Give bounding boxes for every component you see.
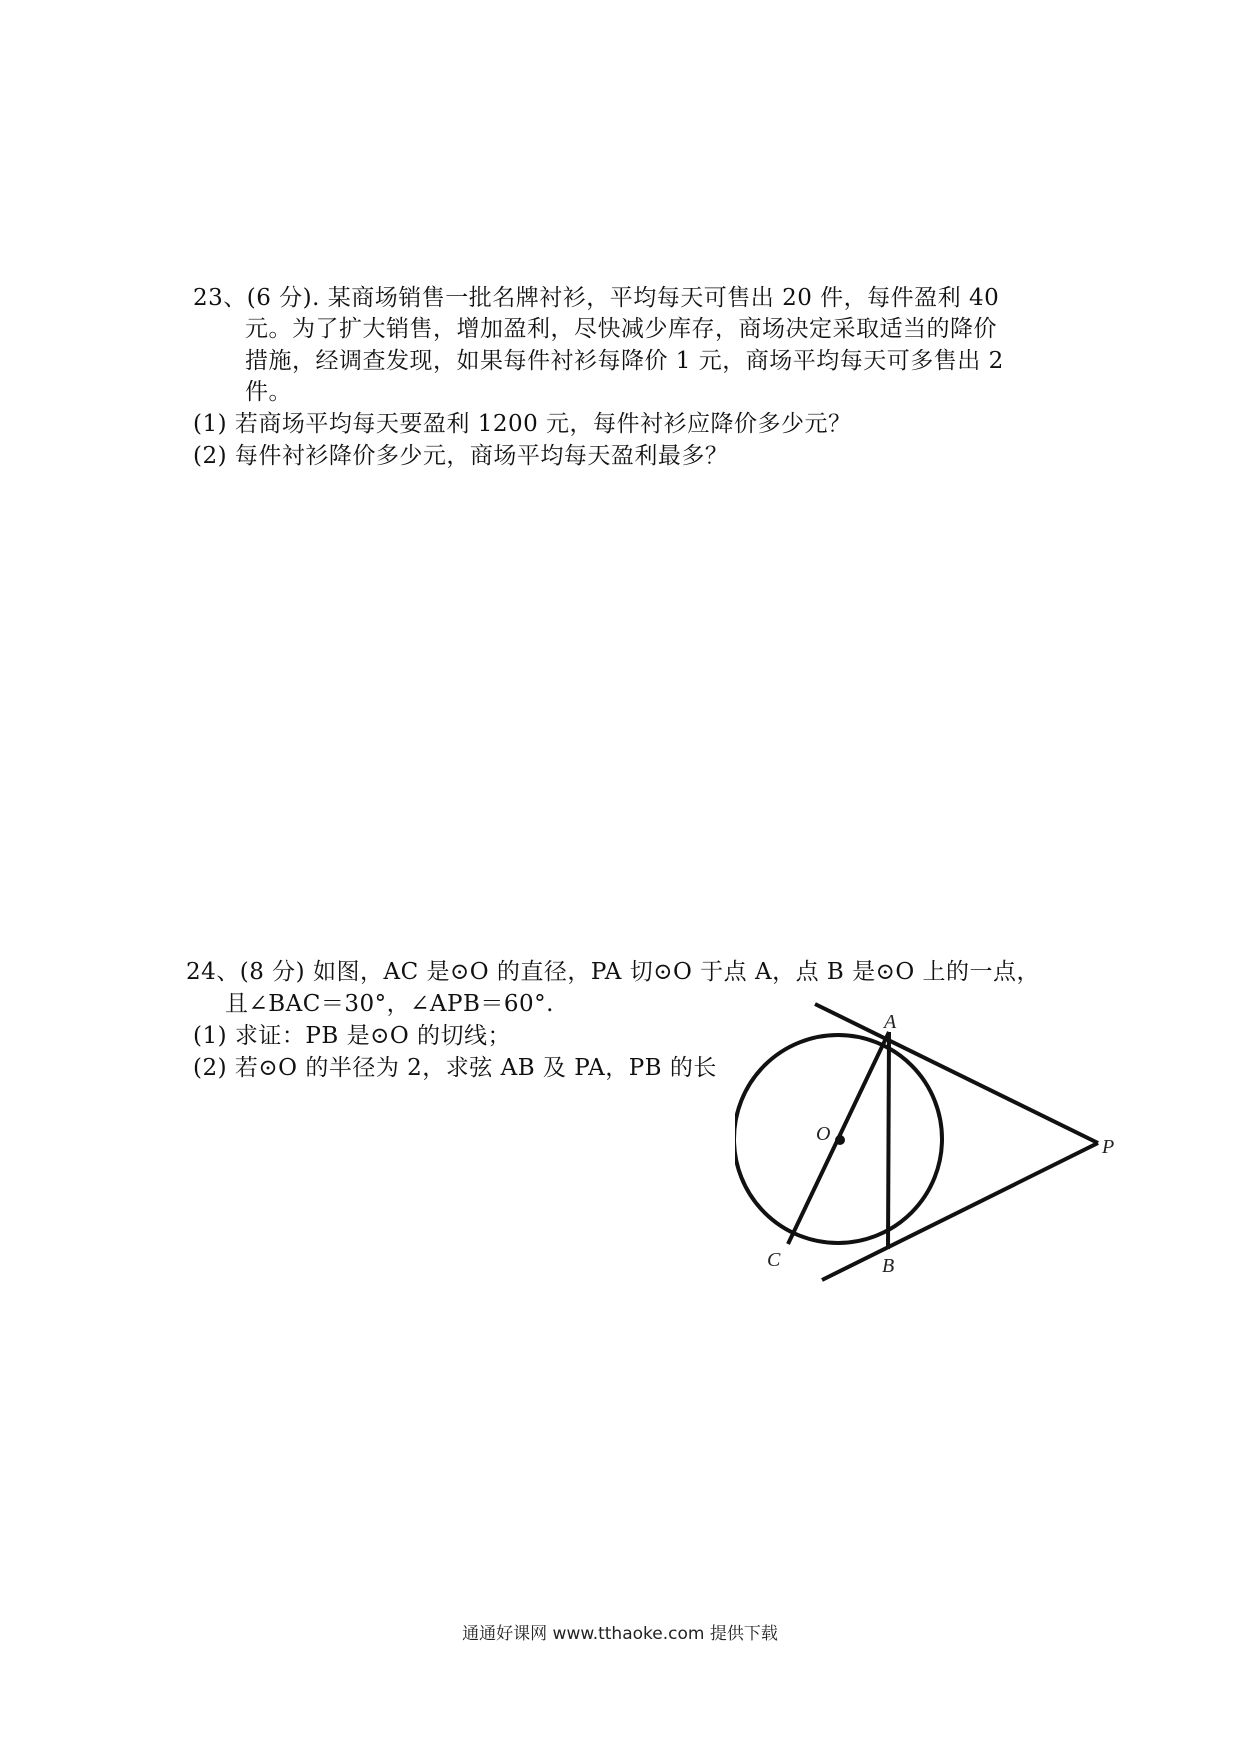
label-a: A bbox=[884, 1011, 897, 1033]
q23-line1: 23、(6 分). 某商场销售一批名牌衬衫，平均每天可售出 20 件，每件盈利 40 bbox=[193, 285, 1000, 311]
geometry-figure bbox=[735, 1000, 1125, 1295]
label-p: P bbox=[1102, 1136, 1115, 1158]
tangent-pb bbox=[822, 1143, 1098, 1280]
label-o: O bbox=[816, 1123, 831, 1145]
q23-part1: (1) 若商场平均每天要盈利 1200 元，每件衬衫应降价多少元？ bbox=[193, 411, 852, 437]
center-point bbox=[835, 1135, 845, 1145]
q23-line4: 件。 bbox=[245, 379, 292, 405]
label-b: B bbox=[882, 1255, 895, 1277]
q24-line2: 且∠BAC＝30°，∠APB＝60°. bbox=[225, 991, 554, 1017]
chord-ab bbox=[888, 1032, 889, 1249]
tangent-pa bbox=[815, 1004, 1098, 1143]
q23-line3: 措施，经调查发现，如果每件衬衫每降价 1 元，商场平均每天可多售出 2 bbox=[245, 348, 1004, 374]
footer-source: 通通好课网 www.tthaoke.com 提供下载 bbox=[462, 1624, 778, 1644]
label-c: C bbox=[767, 1249, 781, 1271]
q24-line1: 24、(8 分) 如图，AC 是⊙O 的直径，PA 切⊙O 于点 A，点 B 是⊙O 上的一点， bbox=[186, 959, 1041, 985]
q23-part2: (2) 每件衬衫降价多少元，商场平均每天盈利最多？ bbox=[193, 443, 729, 469]
q24-part2: (2) 若⊙O 的半径为 2，求弦 AB 及 PA，PB 的长 bbox=[193, 1055, 717, 1081]
q23-line2: 元。为了扩大销售，增加盈利，尽快减少库存，商场决定采取适当的降价 bbox=[245, 316, 997, 342]
q24-part1: (1) 求证：PB 是⊙O 的切线； bbox=[193, 1023, 512, 1049]
